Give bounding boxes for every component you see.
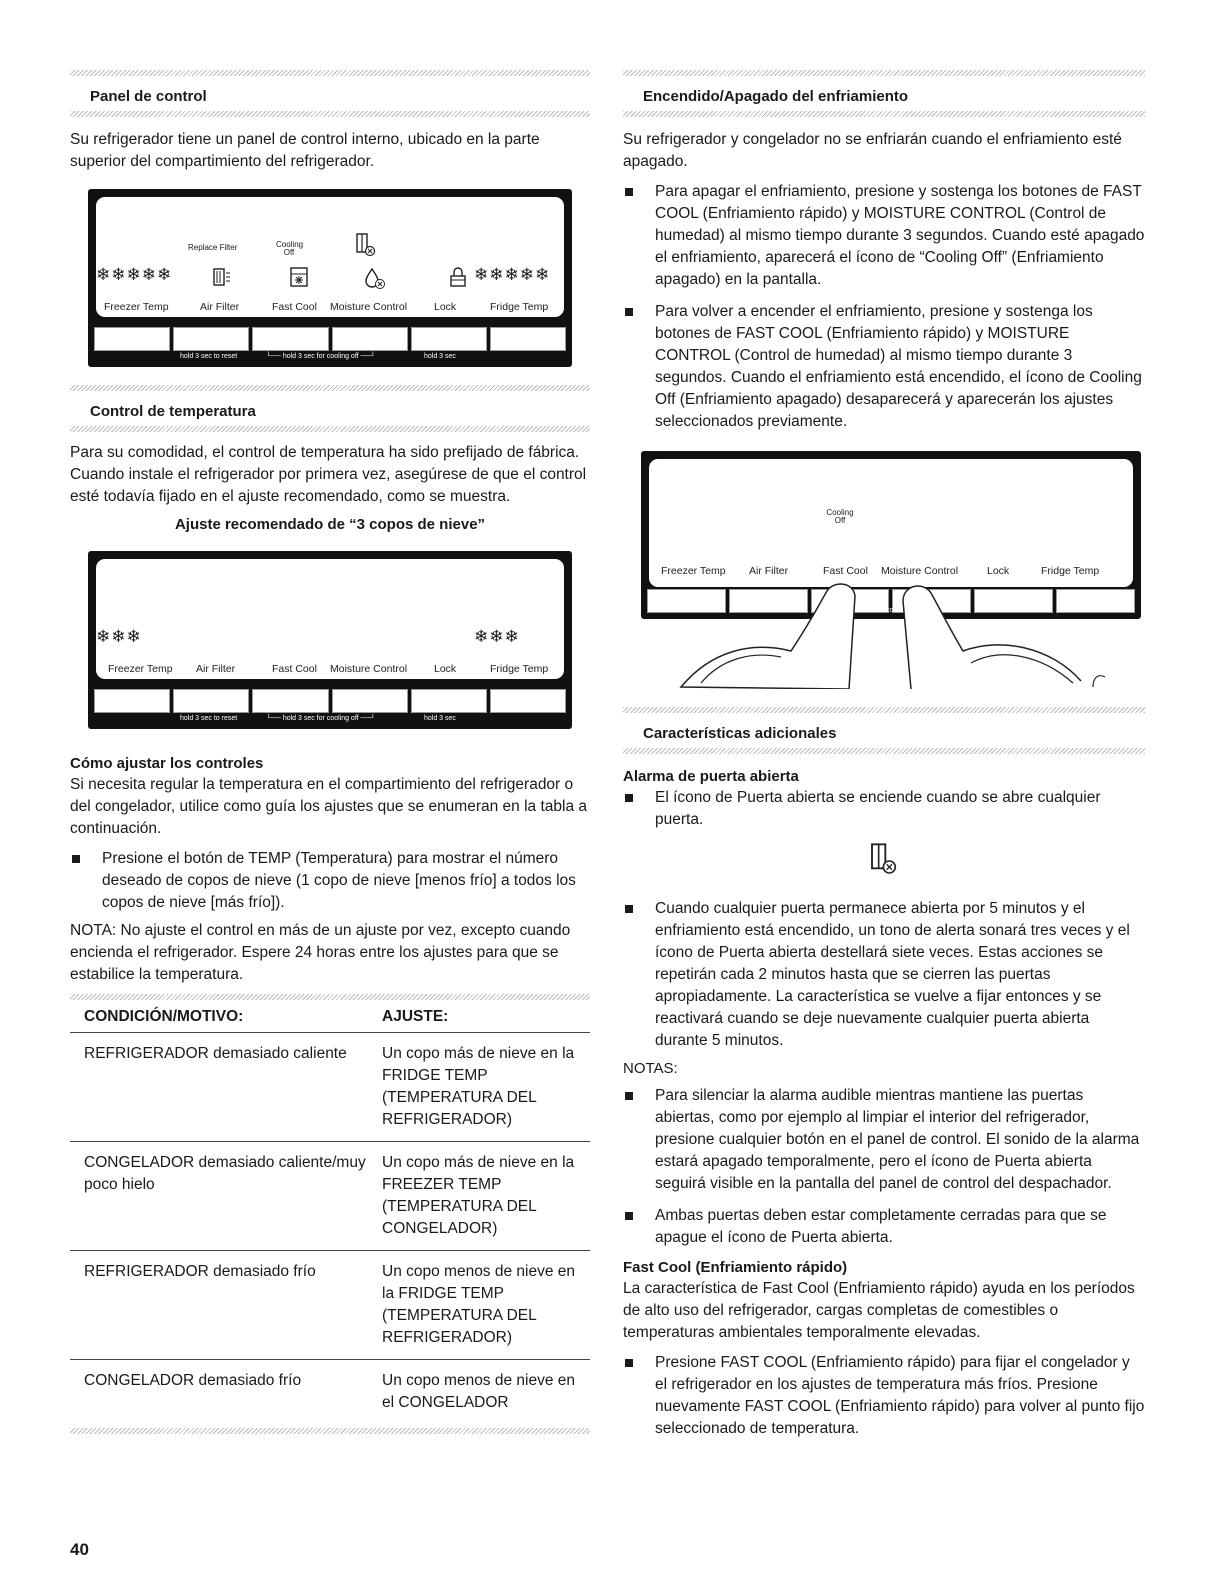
table-cell: CONGELADOR demasiado frío: [70, 1360, 368, 1425]
bullet-square: [625, 188, 633, 196]
table-cell: Un copo más de nieve en la FREEZER TEMP (TEMPERATURA DEL CONGELADOR): [368, 1142, 590, 1251]
adjust-bullet: [70, 848, 590, 914]
replace-filter-label: Replace Filter: [188, 243, 238, 252]
moisture-control-label: Moisture Control: [881, 565, 959, 577]
note-paragraph: [70, 920, 590, 986]
freezer-temp-button[interactable]: [94, 327, 170, 351]
lock-label: Lock: [987, 565, 1010, 577]
lock-label: Lock: [434, 663, 457, 675]
freezer-temp-label: Freezer Temp: [104, 301, 169, 313]
divider: [623, 111, 1145, 117]
air-filter-button[interactable]: [173, 689, 249, 713]
fast-cool-icon: [290, 267, 308, 292]
bullet-text: Para apagar el enfriamiento, presione y sostenga los botones de FAST COOL (Enfriamiento rápido) y MOISTURE CONTROL (Control de humedad) al mismo tiempo durante 3 segundos. Cuando esté apagado el enfriamiento, aparecerá el ícono de “Cooling Off” (Enfriamiento apagado) en la pantalla.: [655, 183, 1145, 288]
table-row: [70, 1033, 590, 1142]
table-header-row: [70, 1000, 590, 1033]
freezer-temp-button[interactable]: [94, 689, 170, 713]
lock-button[interactable]: [411, 689, 487, 713]
bullet-text: Para volver a encender el enfriamiento, presione y sostenga los botones de FAST COOL (Enfriamiento rápido) y MOISTURE CONTROL (Control de humedad) al mismo tiempo durante 3 segundos. Cuando el enfriamiento está encendido, el ícono de Cooling Off (Enfriamiento apagado) desaparecerá y aparecerán los ajustes seleccionados previamente.: [655, 303, 1142, 430]
fridge-temp-button[interactable]: [490, 689, 566, 713]
cooling-paragraph: Su refrigerador y congelador no se enfriarán cuando el enfriamiento esté apagado.: [623, 131, 1122, 170]
bullet-square: [625, 1092, 633, 1100]
hint-cooling-off: └── hold 3 sec for cooling off ──┘: [266, 353, 376, 360]
air-filter-label: Air Filter: [196, 663, 236, 675]
lock-button[interactable]: [411, 327, 487, 351]
divider: [70, 111, 590, 117]
divider: [70, 426, 590, 432]
table-header: AJUSTE:: [382, 1008, 449, 1025]
panel-button-row: [94, 689, 566, 713]
divider: [623, 748, 1145, 754]
fast-cool-button[interactable]: [252, 689, 328, 713]
door-bullet: [623, 898, 1145, 1052]
cooling-bullet: [623, 181, 1145, 291]
lock-label: Lock: [434, 301, 457, 313]
hint-reset: hold 3 sec to reset: [180, 715, 238, 722]
door-open-icon-wrap: [623, 843, 1145, 880]
bullet-text: Cuando cualquier puerta permanece abierta por 5 minutos y el enfriamiento está encendido, un tono de alerta sonará tres veces y el ícono de Puerta abierta destellará siete veces. Estas acciones se repetirán cada 2 minutos hasta que se cierren las puertas apropiadamente. La característica se vuelve a fijar entonces y se reactivará cuando se deje nuevamente cualquier puerta abierta durante 5 minutos.: [655, 900, 1130, 1049]
table-cell: Un copo menos de nieve en el CONGELADOR: [368, 1360, 590, 1425]
bullet-square: [625, 794, 633, 802]
panel-button-row: [94, 327, 566, 351]
fastcool-heading: Fast Cool (Enfriamiento rápido): [623, 1259, 848, 1276]
control-panel-figure: [88, 189, 572, 367]
moisture-control-button[interactable]: [332, 327, 408, 351]
fridge-temp-label: Fridge Temp: [490, 663, 549, 675]
section-heading-panel: Panel de control: [90, 88, 207, 105]
fastcool-paragraph: La característica de Fast Cool (Enfriamiento rápido) ayuda en los períodos de alto uso del refrigerador, cargas completas de comestibles o temperaturas ambientales temporalmente elevadas.: [623, 1280, 1135, 1341]
table-cell: REFRIGERADOR demasiado caliente: [70, 1033, 368, 1142]
section-heading-cooling: Encendido/Apagado del enfriamiento: [643, 88, 909, 105]
door-alarm-heading: Alarma de puerta abierta: [623, 768, 799, 785]
recommended-caption: Ajuste recomendado de “3 copos de nieve”: [174, 516, 486, 533]
door-bullet: [623, 787, 1145, 831]
cooling-off-label: Cooling Off: [826, 508, 854, 525]
bullet-square: [625, 1212, 633, 1220]
door-open-icon: [356, 233, 376, 262]
freezer-temp-label: Freezer Temp: [661, 565, 726, 577]
section-heading-temp: Control de temperatura: [90, 403, 256, 420]
fast-cool-button[interactable]: [252, 327, 328, 351]
pressing-fingers-illustration: [641, 451, 1141, 689]
adjust-paragraph: Si necesita regular la temperatura en el compartimiento del refrigerador o del congelador, utilice como guía los ajustes que se enumeran en la tabla a continuación.: [70, 776, 588, 837]
left-column: [70, 70, 590, 1434]
table-cell: Un copo más de nieve en la FRIDGE TEMP (TEMPERATURA DEL REFRIGERADOR): [368, 1033, 590, 1142]
bullet-text: Ambas puertas deben estar completamente cerradas para que se apague el ícono de Puerta abierta.: [655, 1207, 1107, 1246]
adjust-heading: Cómo ajustar los controles: [70, 755, 264, 772]
adjust-table: [70, 1000, 590, 1424]
moisture-control-icon: [364, 267, 386, 294]
recommended-panel-figure: [88, 551, 572, 729]
temp-paragraph: Para su comodidad, el control de temperatura ha sido prefijado de fábrica. Cuando instale el refrigerador por primera vez, asegúrese de que el control esté todavía fijado en el ajuste recomendado, como se muestra.: [70, 444, 587, 505]
page-number: 40: [70, 1540, 89, 1559]
fast-cool-label: Fast Cool: [823, 565, 868, 577]
panel-paragraph: Su refrigerador tiene un panel de control interno, ubicado en la parte superior del compartimiento del refrigerador.: [70, 131, 540, 170]
freezer-snowflakes: ❄❄❄: [96, 627, 142, 646]
fridge-temp-button[interactable]: [490, 327, 566, 351]
table-cell: REFRIGERADOR demasiado frío: [70, 1251, 368, 1360]
table-row: [70, 1360, 590, 1425]
panel-screen: [96, 197, 564, 317]
cooling-off-label: Cooling Off: [276, 240, 304, 257]
panel-screen: [96, 559, 564, 679]
bullet-text: Presione FAST COOL (Enfriamiento rápido) para fijar el congelador y el refrigerador en los ajustes de temperatura más fríos. Presione nuevamente FAST COOL (Enfriamiento rápido) para volver al punto fijo seleccionado de temperatura.: [655, 1354, 1145, 1437]
divider: [70, 1428, 590, 1434]
table-cell: CONGELADOR demasiado caliente/muy poco hielo: [70, 1142, 368, 1251]
bullet-square: [625, 1359, 633, 1367]
air-filter-button[interactable]: [173, 327, 249, 351]
table-row: [70, 1251, 590, 1360]
freezer-snowflakes: ❄❄❄❄❄: [96, 265, 173, 284]
bullet-text: Presione el botón de TEMP (Temperatura) para mostrar el número deseado de copos de nieve (1 copo de nieve [menos frío] a todos los copos de nieve [más frío]).: [102, 850, 576, 911]
fridge-temp-label: Fridge Temp: [1041, 565, 1100, 577]
hint-cooling-off-text: hold 3 sec for cooling off: [282, 353, 359, 360]
bullet-square: [625, 905, 633, 913]
hint-cooling-off: └── hold 3 sec for cooling off ──┘: [266, 715, 376, 722]
hint-lock: hold 3 sec: [424, 715, 456, 722]
fridge-snowflakes: ❄❄❄❄❄: [474, 265, 551, 284]
moisture-control-label: Moisture Control: [330, 663, 408, 675]
table-header: CONDICIÓN/MOTIVO:: [84, 1008, 244, 1025]
moisture-control-button[interactable]: [332, 689, 408, 713]
door-open-icon: [870, 843, 898, 875]
freezer-temp-label: Freezer Temp: [108, 663, 173, 675]
bullet-text: El ícono de Puerta abierta se enciende cuando se abre cualquier puerta.: [655, 789, 1101, 828]
bullet-square: [72, 855, 80, 863]
lock-icon: [450, 267, 466, 292]
hint-cooling-off-text: hold 3 sec for cooling off: [282, 715, 359, 722]
note-label: NOTA:: [70, 922, 117, 939]
right-column: [623, 70, 1145, 1440]
cooling-bullet: [623, 301, 1145, 433]
air-filter-label: Air Filter: [200, 301, 240, 313]
hint-reset: hold 3 sec to reset: [733, 607, 791, 614]
fast-cool-label: Fast Cool: [272, 301, 317, 313]
note-text: No ajuste el control en más de un ajuste por vez, excepto cuando encienda el refrigerador. Espere 24 horas entre los ajustes para que se estabilice la temperatura.: [70, 922, 571, 983]
notes-bullet: [623, 1085, 1145, 1195]
fastcool-bullet: [623, 1352, 1145, 1440]
section-heading-extra: Características adicionales: [643, 725, 837, 742]
table-row: [70, 1142, 590, 1251]
hint-cooling-off: sec for cooli: [863, 607, 901, 614]
table-cell: Un copo menos de nieve en la FRIDGE TEMP (TEMPERATURA DEL REFRIGERADOR): [368, 1251, 590, 1360]
fast-cool-label: Fast Cool: [272, 663, 317, 675]
hint-reset: hold 3 sec to reset: [180, 353, 238, 360]
cooling-off-figure: [641, 451, 1141, 689]
bullet-text: Para silenciar la alarma audible mientras mantiene las puertas abiertas, como por ejemplo al limpiar el interior del refrigerador, presione cualquier botón en el panel de control. El sonido de la alarma estará apagado temporalmente, pero el ícono de Puerta abierta seguirá visible en la pantalla del panel de control del despachador.: [655, 1087, 1140, 1192]
hint-lock: hold 3 sec: [981, 607, 1013, 614]
moisture-control-label: Moisture Control: [330, 301, 408, 313]
notes-label: NOTAS:: [623, 1060, 678, 1077]
notes-bullet: [623, 1205, 1145, 1249]
fridge-temp-label: Fridge Temp: [490, 301, 549, 313]
air-filter-label: Air Filter: [749, 565, 789, 577]
hint-lock: hold 3 sec: [424, 353, 456, 360]
fridge-snowflakes: ❄❄❄: [474, 627, 520, 646]
air-filter-icon: [212, 267, 232, 292]
bullet-square: [625, 308, 633, 316]
